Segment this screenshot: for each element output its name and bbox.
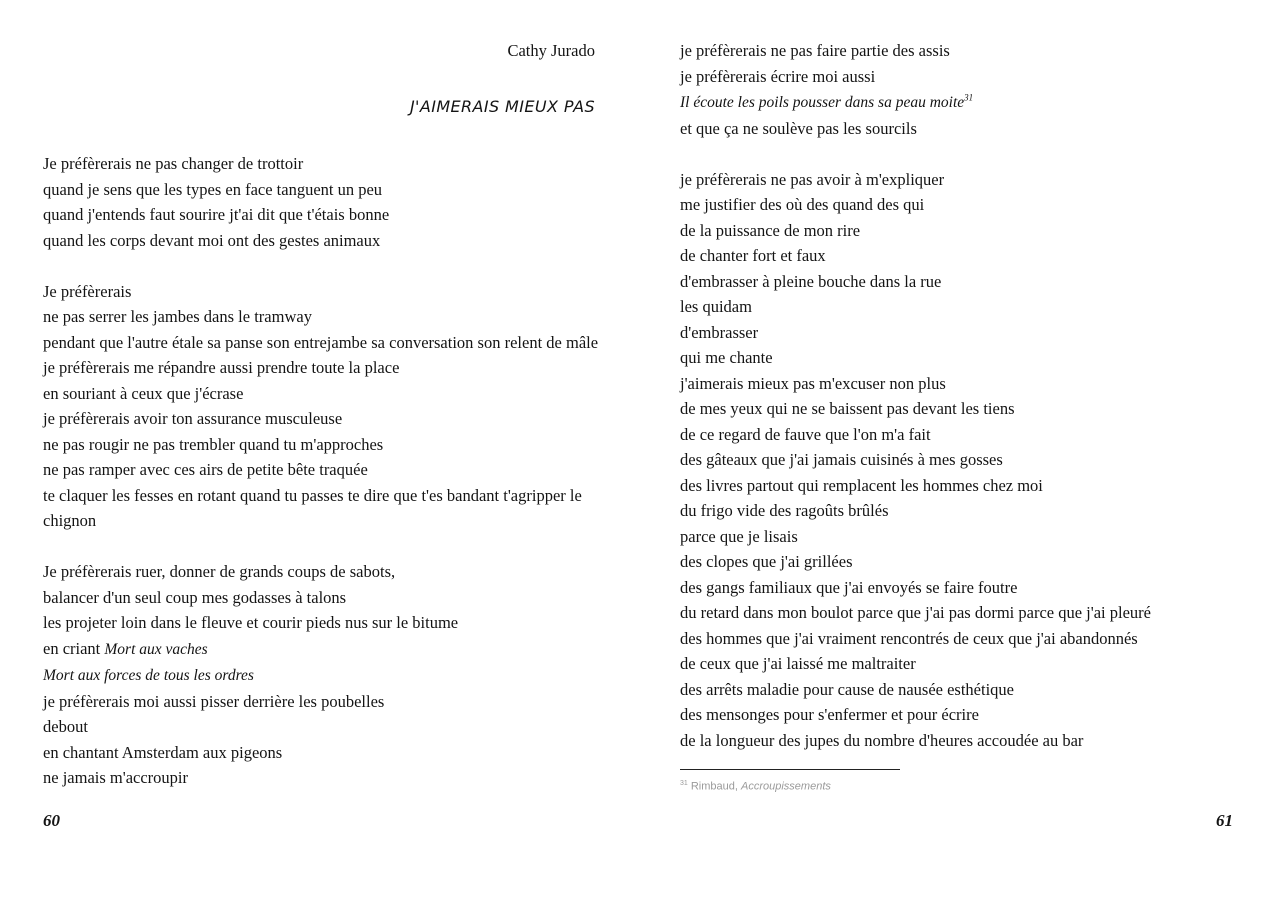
verse-line — [680, 345, 1255, 371]
verse-line — [680, 702, 1255, 728]
verse-text: je préfèrerais moi aussi pisser derrière les poubelles — [43, 691, 385, 711]
verse-line — [680, 626, 1255, 652]
verse-text: en criant — [43, 638, 105, 658]
footnote-reference[interactable]: 31 — [964, 92, 974, 103]
verse-line — [43, 714, 603, 740]
verse-line — [680, 524, 1255, 550]
footnote — [680, 780, 831, 793]
verse-line — [680, 396, 1255, 422]
verse-text: des arrêts maladie pour cause de nausée esthétique — [680, 679, 1014, 699]
page-number-right: 61 — [1216, 811, 1233, 830]
verse-line — [43, 330, 603, 356]
verse-line — [680, 371, 1255, 397]
verse-line — [680, 473, 1255, 499]
verse-text: d'embrasser — [680, 322, 759, 342]
poem-title: J'AIMERAIS MIEUX PAS — [409, 97, 595, 116]
verse-text: quand j'entends faut sourire jt'ai dit que t'étais bonne — [43, 205, 390, 224]
verse-line — [43, 636, 603, 663]
stanza — [680, 167, 1255, 754]
verse-line — [43, 662, 603, 689]
verse-line — [680, 269, 1255, 295]
verse-line — [680, 447, 1255, 473]
verse-text: en souriant à ceux que j'écrase — [43, 383, 244, 403]
verse-text: parce que je lisais — [680, 526, 798, 546]
footnote-work-title: Accroupissements — [741, 780, 831, 793]
verse-text: ne pas ramper avec ces airs de petite bête traquée — [43, 460, 368, 479]
stanza — [43, 279, 603, 534]
verse-italic-quote: Il écoute les poils pousser dans sa peau moite — [680, 94, 965, 111]
verse-text: je préfèrerais avoir ton assurance musculeuse — [43, 409, 343, 428]
verse-line — [680, 192, 1255, 218]
verse-text: des livres partout qui remplacent les hommes chez moi — [680, 475, 1043, 495]
verse-line — [680, 600, 1255, 626]
right-page — [637, 0, 1274, 904]
verse-text: balancer d'un seul coup mes godasses à talons — [43, 587, 347, 607]
verse-line — [43, 279, 603, 305]
verse-text: des mensonges pour s'enfermer et pour écrire — [680, 705, 979, 724]
footnote-divider — [680, 769, 900, 770]
verse-text: ne jamais m'accroupir — [43, 768, 188, 787]
verse-line — [680, 575, 1255, 601]
verse-text: Je préfèrerais ne pas changer de trottoir — [43, 154, 304, 173]
verse-line — [680, 218, 1255, 244]
verse-text: les projeter loin dans le fleuve et courir pieds nus sur le bitume — [43, 613, 459, 632]
verse-text: de ce regard de fauve que l'on m'a fait — [680, 424, 931, 444]
verse-text: en chantant Amsterdam aux pigeons — [43, 742, 283, 762]
verse-line — [680, 89, 1255, 116]
verse-text: Je préfèrerais — [43, 281, 132, 301]
verse-line — [680, 167, 1255, 193]
verse-text: de chanter fort et faux — [680, 246, 826, 265]
footnote-number: 31 — [680, 780, 688, 787]
verse-line — [680, 651, 1255, 677]
verse-text: ne pas serrer les jambes dans le tramway — [43, 307, 312, 326]
verse-text: de mes yeux qui ne se baissent pas devant les tiens — [680, 399, 1015, 418]
verse-line — [680, 320, 1255, 346]
verse-text: et que ça ne soulève pas les sourcils — [680, 118, 917, 138]
verse-line — [680, 38, 1255, 64]
footnote-author: Rimbaud, — [690, 780, 741, 793]
verse-text: j'aimerais mieux pas m'excuser non plus — [680, 373, 946, 393]
verse-line — [43, 765, 603, 791]
author-name: Cathy Jurado — [507, 41, 595, 60]
stanza — [680, 38, 1255, 141]
verse-text: des hommes que j'ai vraiment rencontrés de ceux que j'ai abandonnés — [680, 628, 1138, 648]
verse-text: de la longueur des jupes du nombre d'heures accoudée au bar — [680, 730, 1084, 750]
verse-italic-quote: Mort aux vaches — [104, 640, 208, 658]
verse-text: du retard dans mon boulot parce que j'ai pas dormi parce que j'ai pleuré — [680, 603, 1151, 622]
verse-text: ne pas rougir ne pas trembler quand tu m'approches — [43, 434, 384, 454]
verse-line — [43, 457, 603, 483]
verse-line — [43, 202, 603, 228]
verse-line — [43, 304, 603, 330]
poem-body-left — [43, 151, 603, 816]
verse-text: je préfèrerais me répandre aussi prendre toute la place — [43, 358, 400, 377]
verse-text: me justifier des où des quand des qui — [680, 195, 925, 214]
verse-text: de la puissance de mon rire — [680, 220, 861, 240]
verse-text: Je préfèrerais ruer, donner de grands coups de sabots, — [43, 562, 396, 581]
stanza — [43, 151, 603, 253]
verse-text: te claquer les fesses en rotant quand tu passes te dire que t'es bandant t'agripper le chignon — [43, 485, 582, 530]
verse-line — [680, 677, 1255, 703]
verse-text: les quidam — [680, 297, 752, 316]
verse-text: du frigo vide des ragoûts brûlés — [680, 501, 889, 520]
verse-line — [680, 422, 1255, 448]
verse-text: debout — [43, 717, 88, 736]
verse-text: qui me chante — [680, 348, 773, 367]
verse-line — [680, 294, 1255, 320]
verse-line — [43, 177, 603, 203]
page-number-left: 60 — [43, 811, 60, 830]
verse-line — [680, 498, 1255, 524]
stanza — [43, 559, 603, 791]
verse-line — [43, 740, 603, 766]
verse-line — [43, 689, 603, 715]
verse-text: quand les corps devant moi ont des gestes animaux — [43, 230, 381, 250]
verse-line — [43, 432, 603, 458]
verse-line — [43, 483, 603, 534]
verse-text: d'embrasser à pleine bouche dans la rue — [680, 271, 942, 291]
verse-line — [680, 728, 1255, 754]
verse-line — [43, 585, 603, 611]
verse-line — [43, 381, 603, 407]
verse-text: quand je sens que les types en face tanguent un peu — [43, 179, 383, 199]
verse-italic-quote: Mort aux forces de tous les ordres — [43, 667, 254, 684]
verse-line — [43, 406, 603, 432]
verse-line — [680, 64, 1255, 90]
verse-text: je préfèrerais ne pas faire partie des assis — [680, 41, 950, 60]
verse-text: des clopes que j'ai grillées — [680, 552, 853, 571]
verse-text: je préfèrerais écrire moi aussi — [680, 66, 876, 86]
verse-line — [680, 549, 1255, 575]
poem-body-right — [680, 38, 1255, 779]
verse-text: de ceux que j'ai laissé me maltraiter — [680, 654, 916, 673]
verse-line — [43, 228, 603, 254]
verse-line — [43, 355, 603, 381]
verse-line — [680, 116, 1255, 142]
verse-line — [43, 610, 603, 636]
verse-text: pendant que l'autre étale sa panse son entrejambe sa conversation son relent de mâle — [43, 332, 599, 352]
verse-text: je préfèrerais ne pas avoir à m'expliquer — [680, 169, 945, 189]
verse-line — [43, 151, 603, 177]
verse-line — [43, 559, 603, 585]
verse-text: des gangs familiaux que j'ai envoyés se faire foutre — [680, 577, 1018, 597]
verse-line — [680, 243, 1255, 269]
verse-text: des gâteaux que j'ai jamais cuisinés à mes gosses — [680, 450, 1003, 469]
